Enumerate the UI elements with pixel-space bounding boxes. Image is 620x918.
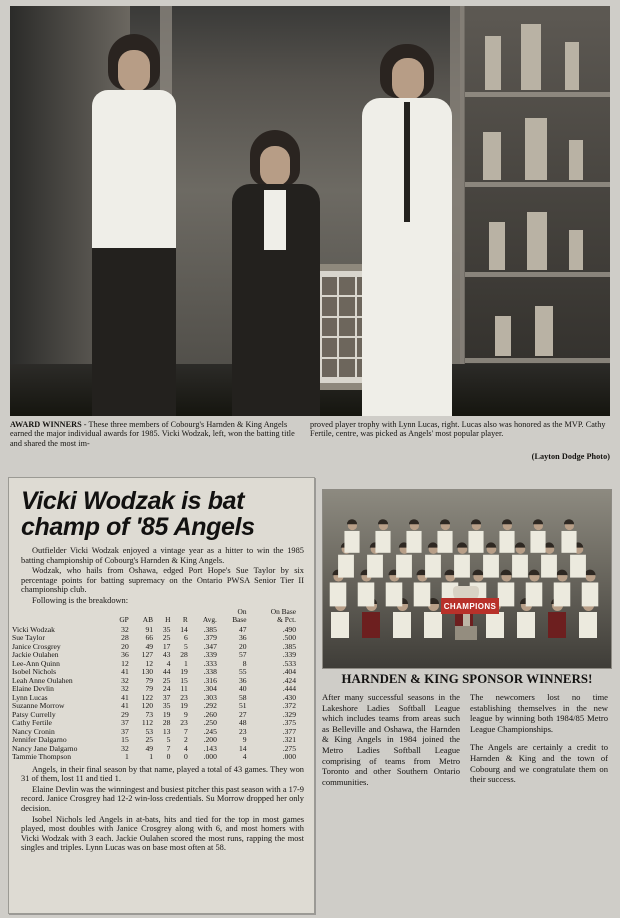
sponsor-column-2 — [470, 692, 608, 795]
table-row: Isobel Nichols 41 130 44 19 .338 55 .404 — [12, 667, 296, 677]
caption-column-1: AWARD WINNERS - These three members of Cobourg's Harnden & King Angels earned the major individual awards for 1985. Vicki Wodzak, left, won the batting title and shared the most im- — [10, 420, 295, 448]
table-row: Vicki Wodzak 32 91 35 14 .385 47 .490 — [12, 624, 296, 634]
batting-statistics-table — [11, 608, 314, 762]
article-closing — [9, 762, 314, 853]
col-header-avg: Avg. — [202, 615, 217, 625]
sponsor-article-title: HARNDEN & KING SPONSOR WINNERS! — [341, 672, 593, 686]
table-row: Patsy Currelly 29 73 19 9 .260 27 .329 — [12, 709, 296, 719]
team-player — [344, 519, 359, 553]
col-header-on: On — [237, 606, 247, 616]
col-header-base: Base — [232, 615, 247, 625]
table-row: Nancy Jane Dalgarno 32 49 7 4 .143 14 .275 — [12, 743, 296, 753]
article-paragraph: Angels, in their final season by that name, played a total of 43 games. They won 31 of them, lost 11 and tied 1. — [21, 764, 304, 784]
article-headline: Vicki Wodzak is bat champ of '85 Angels — [21, 487, 255, 541]
col-header-ab: AB — [142, 615, 154, 625]
team-player — [526, 570, 543, 607]
sponsor-article — [322, 672, 612, 795]
team-player — [437, 519, 452, 553]
team-player — [530, 519, 545, 553]
sponsor-paragraph: The newcomers lost no time establishing themselves in the new league by winning both 1984/85 Metro League Championships. — [470, 692, 608, 734]
sponsor-paragraph: After many successful seasons in the Lakeshore Ladies Softball League which includes teams from areas such as Belleville and Oshawa, the Harnden & King Angels in 1984 joined the Metro Ladies Softball League comprising of teams from Metro Toronto and other Southern Ontario communities. — [322, 692, 460, 787]
harnden-king-team-photo — [322, 489, 612, 669]
col-header-r: R — [182, 615, 188, 625]
table-row: Lee-Ann Quinn 12 12 4 1 .333 8 .533 — [12, 658, 296, 668]
table-row: Nancy Cronin 37 53 13 7 .245 23 .377 — [12, 726, 296, 736]
article-paragraph: Wodzak, who hails from Oshawa, edged Port Hope's Sue Taylor by six percentage points for batting supremacy on the Ontario PWSA Senior Tier II championship club. — [21, 566, 304, 595]
col-header-gp: GP — [119, 615, 129, 625]
table-row: Leah Anne Oulahen 32 79 25 15 .316 36 .424 — [12, 675, 296, 685]
team-player — [375, 519, 390, 553]
team-player — [483, 542, 499, 577]
article-paragraph: Following is the breakdown: — [32, 595, 129, 605]
sponsor-paragraph: The Angels are certainly a credit to Harnden & King and the town of Cobourg and we congratulate them on their success. — [470, 742, 608, 785]
table-row: Cathy Fertile 37 112 28 23 .250 48 .375 — [12, 718, 296, 728]
table-row: Lynn Lucas 41 122 37 23 .303 58 .430 — [12, 692, 296, 702]
table-row: Sue Taylor 28 66 25 6 .379 36 .500 — [12, 633, 296, 643]
person-lynn-lucas — [350, 30, 462, 416]
award-winners-photo — [10, 6, 610, 416]
table-row: Suzanne Morrow 41 120 35 19 .292 51 .372 — [12, 701, 296, 711]
caption-column-2: proved player trophy with Lynn Lucas, right. Lucas also was honored as the MVP. Cathy Fertile, centre, was picked as Angels' most popular player. (Layton Dodge Photo) — [310, 420, 610, 461]
article-intro — [9, 540, 314, 606]
table-row: Jennifer Dalgarno 15 25 5 2 .200 9 .321 — [12, 735, 296, 745]
col-header-h: H — [165, 615, 171, 625]
team-player — [468, 519, 483, 553]
table-row: Elaine Devlin 32 79 24 11 .304 40 .444 — [12, 684, 296, 694]
col-header-on-base: On Base — [270, 606, 296, 616]
person-cathy-fertile — [220, 86, 330, 416]
article-clipping — [8, 477, 315, 914]
table-header-row-1 — [11, 608, 297, 617]
table-body — [11, 626, 297, 762]
article-paragraph: Outfielder Vicki Wodzak enjoyed a vintage year as a hitter to win the 1985 batting championship of Cobourg's Harnden & King Angels. — [21, 546, 304, 565]
table-row: Tammie Thompson 1 1 0 0 .000 4 .000 — [12, 752, 296, 762]
col-header-pct: & Pct. — [277, 615, 296, 625]
champions-banner: CHAMPIONS — [441, 598, 499, 614]
table-row: Janice Crosgrey 20 49 17 5 .347 20 .385 — [12, 641, 296, 651]
team-player — [406, 519, 421, 553]
person-vicki-wodzak — [78, 24, 188, 416]
article-paragraph: Elaine Devlin was the winningest and busiest pitcher this past season with a 17-9 record. Janice Crosgrey had 12-2 win-loss credentials. Su Morrow dropped her only decision. — [21, 784, 304, 813]
team-trophy — [451, 586, 481, 642]
sponsor-column-1 — [322, 692, 460, 795]
trophy-shelf — [465, 6, 610, 416]
table-row: Jackie Oulahen 36 127 43 28 .339 57 .339 — [12, 650, 296, 660]
article-paragraph: Isobel Nichols led Angels in at-bats, hits and tied for the top in most games played, most doubles with Janice Crosgrey along with 6, and most homers with Vicki Wodzak with 3 each. Jackie Oulahen scored the most runs, rapping the most singles and triples. Lynn Lucas was on base most often at 58. — [21, 814, 304, 853]
team-player — [561, 519, 576, 553]
photo-credit: (Layton Dodge Photo) — [531, 452, 610, 461]
photo-caption — [10, 420, 610, 464]
team-player — [499, 519, 514, 553]
